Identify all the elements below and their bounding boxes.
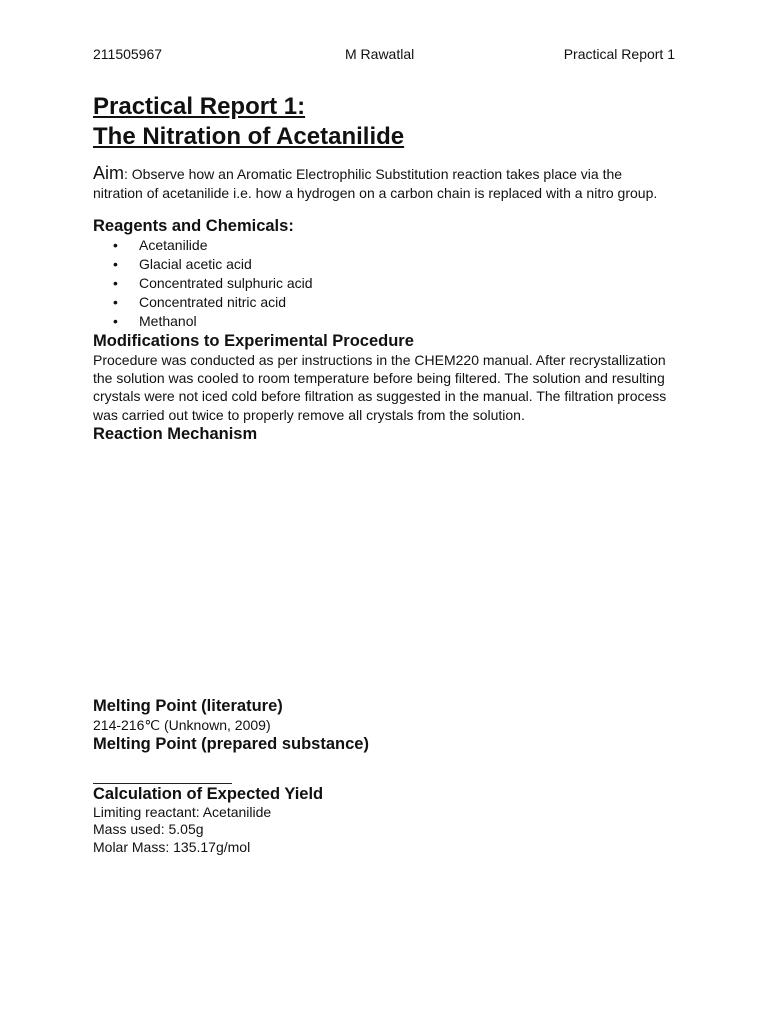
aim-label: Aim bbox=[93, 163, 124, 183]
aim-colon: : bbox=[124, 166, 132, 182]
melting-point-prepared-heading: Melting Point (prepared substance) bbox=[93, 734, 369, 753]
bullet-icon: • bbox=[113, 275, 118, 291]
reagent-name: Concentrated nitric acid bbox=[139, 294, 287, 310]
bullet-icon: • bbox=[113, 294, 118, 310]
list-item bbox=[113, 236, 673, 255]
reagents-heading: Reagents and Chemicals: bbox=[93, 217, 294, 235]
document-title bbox=[93, 92, 673, 152]
reagent-name: Methanol bbox=[139, 313, 197, 329]
modifications-text: Procedure was conducted as per instructions in the CHEM220 manual. After recrystallization the solution was cooled to room temperature before being filtered. The solution and resulting crystals were not iced cold before filtration as suggested in the manual. The filtration process was carried out twice to properly remove all crystals from the solution. bbox=[93, 352, 667, 423]
title-line-2: The Nitration of Acetanilide bbox=[93, 123, 405, 150]
expected-yield-heading: Calculation of Expected Yield bbox=[93, 784, 324, 803]
yield-molar-mass: Molar Mass: 135.17g/mol bbox=[93, 838, 251, 855]
aim-paragraph bbox=[93, 164, 673, 202]
melting-point-literature-heading: Melting Point (literature) bbox=[93, 696, 283, 715]
reagents-list bbox=[93, 236, 673, 331]
list-item bbox=[113, 255, 673, 274]
header-report-name: Practical Report 1 bbox=[563, 46, 675, 62]
document-body bbox=[93, 92, 673, 856]
bullet-icon: • bbox=[113, 237, 118, 253]
reagent-name: Concentrated sulphuric acid bbox=[139, 275, 313, 291]
list-item bbox=[113, 274, 673, 293]
yield-limiting-reactant: Limiting reactant: Acetanilide bbox=[93, 803, 272, 820]
melting-point-literature-value: 214-216℃ (Unknown, 2009) bbox=[93, 716, 271, 733]
mechanism-heading: Reaction Mechanism bbox=[93, 424, 258, 443]
reagent-name: Acetanilide bbox=[139, 237, 208, 253]
reagent-name: Glacial acetic acid bbox=[139, 256, 252, 272]
header-student-id: 211505967 bbox=[93, 46, 163, 62]
bullet-icon: • bbox=[113, 256, 118, 272]
mechanism-blank-area bbox=[93, 444, 673, 696]
header-author: M Rawatlal bbox=[345, 46, 415, 62]
list-item bbox=[113, 312, 673, 331]
modifications-heading: Modifications to Experimental Procedure bbox=[93, 332, 414, 350]
list-item bbox=[113, 293, 673, 312]
title-line-1: Practical Report 1: bbox=[93, 93, 306, 120]
page-header bbox=[93, 46, 675, 64]
bullet-icon: • bbox=[113, 313, 118, 329]
aim-text: Observe how an Aromatic Electrophilic Substitution reaction takes place via the nitration of acetanilide i.e. how a hydrogen on a carbon chain is replaced with a nitro group. bbox=[93, 166, 658, 201]
yield-mass-used: Mass used: 5.05g bbox=[93, 821, 204, 838]
